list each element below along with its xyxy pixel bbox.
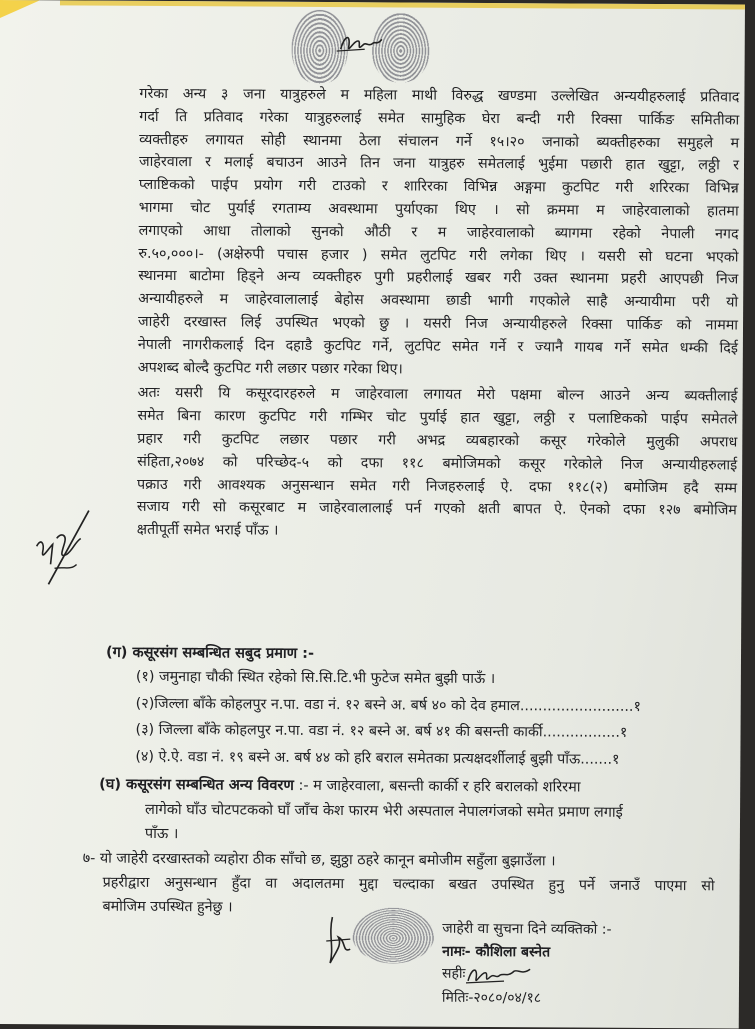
declaration-line: प्रहरीद्वारा अनुसन्धान हुँदा वा अदालतमा मुद्दा चल्दाका बखत उपस्थित हुनु पर्ने जनाउँ पाएमा सो (102, 874, 715, 895)
paragraph-line: गरेका अन्य ३ जना यात्रुहरुले म महिला माथी विरुद्ध खण्डमा उल्लेखित अन्ययीहरुलाई प्रतिवाद (139, 85, 740, 106)
paragraph-line: व्यक्तीहरु लगायत सोही स्थानमा ठेला संचालन गर्ने १५।२० जनाको ब्यक्तीहरुका समुहले म (139, 131, 740, 152)
paragraph2-line: अतः यसरी यि कसूरदारहरुले म जाहेरवाला लगायत मेरो पक्षमा बोल्न आउने अन्य ब्यक्तीलाई (137, 385, 738, 405)
top-edge-band (60, 0, 745, 9)
signature-bottom-left (320, 907, 440, 978)
paragraph-line: जाहेरी दरखास्त लिई उपस्थित भएको छु । यसरी निज अन्यायीहरुले रिक्सा पार्किङ को नाममा (137, 313, 739, 334)
paragraph2-line: क्षतीपूर्ती समेत भराई पाँऊ । (136, 521, 279, 539)
section-ga-heading: (ग) कसूरसंग सम्बन्धित सबुद प्रमाण :- (105, 644, 315, 662)
evidence-item: (४) ऐ.ऐ. वडा नं. १९ बस्ने अ. बर्ष ४४ को हरि बराल समेतका प्रत्यक्षदर्शीलाई बुझी पाँऊ.......१ (135, 748, 620, 768)
paragraph-line: स्थानमा बाटोमा हिड्ने अन्य व्यक्तीहरु पुगी प्रहरीलाई खबर गरी उक्त स्थानमा प्रहरी आएपछी निज (138, 268, 739, 288)
reporter-heading: जाहेरी वा सुचना दिने व्यक्तिको :- (442, 920, 612, 938)
paragraph-line: भागमा चोट पुर्याई रगताम्य अवस्थामा पुर्याएका थिए । सो क्रममा म जाहेरवालाको हातमा (138, 199, 739, 220)
margin-signature (30, 508, 96, 588)
paragraph-line: जाहेरवाला र मलाई बचाउन आउने तिन जना यात्रुहरु समेतलाई भुईमा पछारी हात खुट्टा, लठ्ठी र (138, 154, 740, 174)
paragraph2-line: प्रहार गरी कुटपिट लछार पछार गरी अभद्र व्यबहारको कसूर गरेकोले मुलुकी अपराध (137, 430, 738, 451)
evidence-item: (३) जिल्ला बाँके कोहलपुर न.पा. वडा नं. १२ बस्ने अ. बर्ष ४१ की बसन्ती कार्की.................१ (135, 721, 628, 741)
complaint-paragraph (137, 83, 740, 546)
paragraph-line: लगाएको आधा तोलाको सुनको औठी र म जाहेरवालाको ब्यागमा रहेको नेपाली नगद (138, 222, 739, 243)
paragraph-line: रु.५०,०००।- (अक्षेरुपी पचास हजार ) समेत लुटपिट गरी लगेका थिए । यसरी सो घटना भएको (138, 245, 739, 266)
section-gha-line: पाँऊ । (144, 825, 179, 843)
paragraph-line: अन्यायीहरुले म जाहेरवालालाई बेहोस अवस्थामा छाडी भागी गएकोले साहै अन्यायीमा परी यो (138, 291, 739, 311)
evidence-item: (१) जमुनाहा चौकी स्थित रहेको सि.सि.टि.भी फुटेज समेत बुझी पाऊँ । (135, 668, 496, 688)
section-gha-line: लागेको घाँउ चोटपटकको घाँ जाँच केश फारम भेरी अस्पताल नेपालगंजको समेत प्रमाण लगाई (145, 801, 623, 821)
reporter-name: नामः- कौशिला बस्नेत (442, 943, 551, 960)
paragraph2-line: सजाय गरी सो कसूरबाट म जाहेरवालालाई पर्न गएको क्षती बापत ऐ. ऐनको दफा १२७ बमोजिम (136, 499, 737, 519)
reporter-signature-row (442, 963, 611, 988)
paragraph-line: प्लाष्टिकको पाईप प्रयोग गरी टाउको र शारिरका विभिन्न अङ्गमा कुटपिट गरी शरिरका विभिन्न (138, 177, 739, 197)
declaration-line: बमोजिम उपस्थित हुनेछु । (102, 898, 233, 916)
reporter-signature-label: सहीः (442, 965, 466, 982)
paragraph-line: अपशब्द बोल्दै कुटपिट गरी लछार पछार गरेका थिए। (137, 359, 403, 378)
reporter-date: मितिः-२०८०/०४/१८ (441, 989, 542, 1007)
signature-top (335, 27, 385, 57)
page-corner-highlight (0, 0, 40, 18)
paragraph-line: गर्दा ति प्रतिवाद गरेका यात्रुहरुलाई समेत सामुहिक घेरा बन्दी गरी रिक्सा पार्किङ समितीका (139, 108, 740, 129)
reporter-signature-mark (464, 961, 544, 987)
paragraph2-line: पक्राउ गरी आवश्यक अनुसन्धान समेत गरी निजहरुलाई ऐ. दफा ११८(२) बमोजिम हदै सम्म (136, 476, 738, 497)
paragraph-line: नेपाली नागरीकलाई दिन दहाडै कुटपिट गर्ने, लुटपिट समेत गर्ने र ज्यानै गायब गर्ने समेत धम्की दिई (137, 336, 738, 357)
section-gha-text: :- म जाहेरवाला, बसन्ती कार्की र हरि बरालको शरिरमा (298, 777, 581, 796)
evidence-item: (२)जिल्ला बाँके कोहलपुर न.पा. वडा नं. १२ बस्ने अ. बर्ष ४० को देव हमाल.........................१ (135, 695, 641, 715)
section-gha-first-line (99, 774, 580, 797)
reporter-block (442, 918, 612, 1011)
section-gha-label: (घ) कसूरसंग सम्बन्धित अन्य विवरण (99, 776, 294, 794)
paragraph2-line: समेत बिना कारण कुटपिट गरी गम्भिर चोट पुर्याई हात खुट्टा, लठ्ठी र पलाष्टिकको पाईप समेतले (137, 408, 738, 428)
declaration-line: ७- यो जाहेरी दरखास्तको व्यहोरा ठीक साँचो छ, झुठ्ठा ठहरे कानून बमोजीम सहुँला बुझाउँला । (82, 850, 556, 870)
paragraph2-line: संहिता,२०७४ को परिच्छेद-५ को दफा ११८ बमोजिमको कसूर गरेकोले निज अन्यायीहरुलाई (137, 453, 738, 474)
